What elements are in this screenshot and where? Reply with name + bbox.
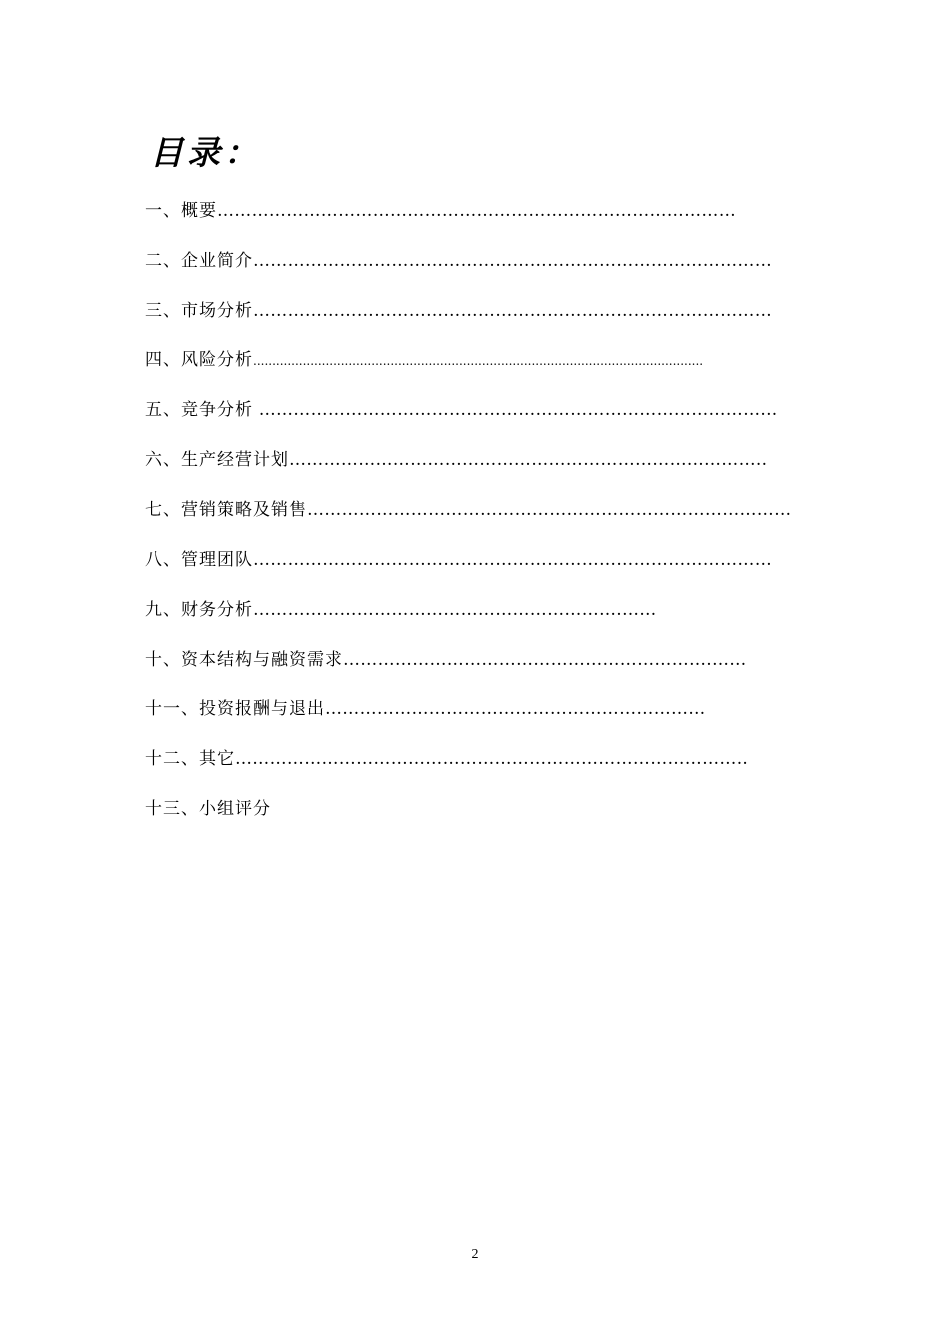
toc-entry [145, 647, 835, 673]
toc-entry [145, 497, 835, 523]
toc-entry [145, 547, 835, 573]
toc-entry [145, 447, 835, 473]
toc-leader: ……………………………………………………………………………… [253, 301, 772, 321]
toc-entry [145, 746, 835, 772]
toc-entry-label: 八、管理团队 [145, 550, 253, 570]
toc-leader: ………………………………………………………………………… [307, 500, 792, 520]
toc-entry [145, 298, 835, 324]
toc-entry [145, 397, 835, 423]
toc-leader: ……………………………………………………………………………… [217, 201, 736, 221]
toc-leader: ……………………………………………………….…… [253, 600, 657, 620]
toc-entry [145, 597, 835, 623]
toc-entry [145, 198, 835, 224]
toc-leader: ……………………………………………………….…… [343, 650, 747, 670]
toc-leader: …………………………………………………………………………….. [235, 749, 749, 769]
toc-entry-label: 十三、小组评分 [145, 799, 271, 819]
toc-entry-label: 三、市场分析 [145, 301, 253, 321]
toc-entry-label: 一、概要 [145, 201, 217, 221]
page-title: 目录： [150, 133, 261, 172]
toc-entry [145, 248, 835, 274]
toc-leader: ……………………………………………………………………………… [253, 251, 772, 271]
toc-entry-label: 七、营销策略及销售 [145, 500, 307, 520]
toc-leader: ...................................................................................................................... [253, 354, 704, 368]
toc-entry-label: 十二、其它 [145, 749, 235, 769]
toc-entry-label: 十一、投资报酬与退出 [145, 699, 325, 719]
toc-entry [145, 696, 835, 722]
toc-leader: ……………………………………………………………...……….. [289, 450, 768, 470]
toc-entry-label: 六、生产经营计划 [145, 450, 289, 470]
toc-entry-label: 十、资本结构与融资需求 [145, 650, 343, 670]
toc-entry [145, 796, 835, 822]
toc-entry-label: 九、财务分析 [145, 600, 253, 620]
toc-leader: ……………………………………………………………………………… [253, 550, 772, 570]
toc-leader: ………………………………………………………… [325, 699, 706, 719]
toc-entry-label: 二、企业简介 [145, 251, 253, 271]
toc-entry-label: 五、竞争分析 [145, 400, 253, 420]
toc-entry-label: 四、风险分析 [145, 350, 253, 370]
toc-entry [145, 347, 835, 373]
page-number: 2 [471, 1247, 479, 1262]
toc-leader: ……………………………………………………………………………... [253, 400, 778, 420]
